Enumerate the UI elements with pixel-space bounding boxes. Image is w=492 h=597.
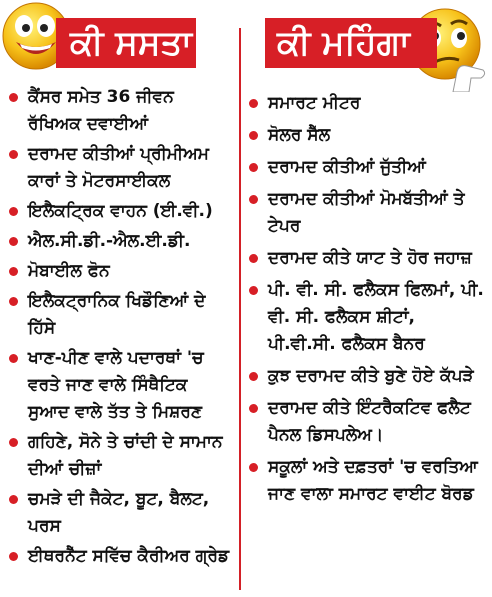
costlier-list bbox=[246, 90, 484, 513]
list-item bbox=[246, 277, 484, 358]
costlier-header: ਕੀ ਮਹਿੰਗਾ bbox=[265, 18, 437, 68]
bullet-icon bbox=[9, 207, 18, 216]
column-divider bbox=[239, 28, 241, 590]
bullet-icon bbox=[249, 404, 258, 413]
list-item-text: ਦਰਾਮਦ ਕੀਤੇ ਯਾਟ ਤੇ ਹੋਰ ਜਹਾਜ਼ bbox=[268, 248, 472, 268]
bullet-icon bbox=[9, 267, 18, 276]
list-item bbox=[6, 141, 232, 195]
list-item-text: ਦਰਾਮਦ ਕੀਤੀਆਂ ਮੋਮਬੱਤੀਆਂ ਤੇ ਟੇਪਰ bbox=[268, 189, 465, 236]
list-item-text: ਸੋਲਰ ਸੈੱਲ bbox=[268, 125, 331, 145]
list-item-text: ਮੋਬਾਈਲ ਫੋਨ bbox=[28, 261, 110, 281]
list-item bbox=[246, 154, 484, 181]
list-item bbox=[246, 186, 484, 240]
list-item bbox=[6, 486, 232, 540]
list-item-text: ਖਾਣ-ਪੀਣ ਵਾਲੇ ਪਦਾਰਥਾਂ 'ਚ ਵਰਤੇ ਜਾਣ ਵਾਲੇ ਸਿੰਥੈਟਿਕ ਸੁਆਦ ਵਾਲੇ ਤੱਤ ਤੇ ਮਿਸ਼ਰਣ bbox=[28, 348, 204, 422]
list-item bbox=[246, 363, 484, 390]
list-item bbox=[246, 454, 484, 508]
list-item-text: ਇਲੈਕਟ੍ਰਿਕ ਵਾਹਨ (ਈ.ਵੀ.) bbox=[28, 201, 213, 221]
list-item-text: ਦਰਾਮਦ ਕੀਤੀਆਂ ਜੁੱਤੀਆਂ bbox=[268, 157, 426, 177]
list-item bbox=[246, 122, 484, 149]
bullet-icon bbox=[249, 163, 258, 172]
bullet-icon bbox=[249, 372, 258, 381]
list-item bbox=[6, 288, 232, 342]
cheaper-header: ਕੀ ਸਸਤਾ bbox=[56, 18, 196, 68]
list-item-text: ਕੈਂਸਰ ਸਮੇਤ 36 ਜੀਵਨ ਰੱਖਿਅਕ ਦਵਾਈਆਂ bbox=[28, 87, 174, 134]
list-item-text: ਗਹਿਣੇ, ਸੋਨੇ ਤੇ ਚਾਂਦੀ ਦੇ ਸਾਮਾਨ ਦੀਆਂ ਚੀਜ਼ਾਂ bbox=[28, 432, 223, 479]
list-item bbox=[6, 429, 232, 483]
list-item-text: ਦਰਾਮਦ ਕੀਤੇ ਇੰਟਰੈਕਟਿਵ ਫਲੈਟ ਪੈਨਲ ਡਿਸਪਲੇਅ। bbox=[268, 398, 471, 445]
bullet-icon bbox=[9, 354, 18, 363]
bullet-icon bbox=[9, 552, 18, 561]
list-item bbox=[6, 198, 232, 225]
bullet-icon bbox=[9, 237, 18, 246]
list-item bbox=[6, 258, 232, 285]
list-item-text: ਐਲ.ਸੀ.ਡੀ.-ਐਲ.ਈ.ਡੀ. bbox=[28, 231, 191, 251]
list-item bbox=[6, 228, 232, 255]
bullet-icon bbox=[9, 150, 18, 159]
bullet-icon bbox=[249, 254, 258, 263]
list-item bbox=[246, 90, 484, 117]
list-item-text: ਈਥਰਨੈੱਟ ਸਵਿੱਚ ਕੈਰੀਅਰ ਗ੍ਰੇਡ bbox=[28, 546, 230, 566]
list-item bbox=[246, 395, 484, 449]
bullet-icon bbox=[249, 286, 258, 295]
bullet-icon bbox=[9, 297, 18, 306]
bullet-icon bbox=[9, 438, 18, 447]
bullet-icon bbox=[9, 93, 18, 102]
bullet-icon bbox=[249, 131, 258, 140]
list-item-text: ਸਮਾਰਟ ਮੀਟਰ bbox=[268, 93, 361, 113]
list-item bbox=[246, 245, 484, 272]
list-item-text: ਪੀ. ਵੀ. ਸੀ. ਫਲੈਕਸ ਫਿਲਮਾਂ, ਪੀ. ਵੀ. ਸੀ. ਫਲੈਕਸ ਸ਼ੀਟਾਂ, ਪੀ.ਵੀ.ਸੀ. ਫਲੈਕਸ ਬੈਨਰ bbox=[268, 280, 484, 354]
bullet-icon bbox=[9, 495, 18, 504]
list-item-text: ਕੁਝ ਦਰਾਮਦ ਕੀਤੇ ਬੁਣੇ ਹੋਏ ਕੱਪੜੇ bbox=[268, 366, 474, 386]
list-item-text: ਦਰਾਮਦ ਕੀਤੀਆਂ ਪ੍ਰੀਮੀਅਮ ਕਾਰਾਂ ਤੇ ਮੋਟਰਸਾਈਕਲ bbox=[28, 144, 209, 191]
list-item bbox=[6, 84, 232, 138]
list-item bbox=[6, 543, 232, 570]
bullet-icon bbox=[249, 463, 258, 472]
bullet-icon bbox=[249, 195, 258, 204]
list-item-text: ਚਮੜੇ ਦੀ ਜੈਕੇਟ, ਬੂਟ, ਬੈਲਟ, ਪਰਸ bbox=[28, 489, 210, 536]
list-item-text: ਇਲੈਕਟ੍ਰਾਨਿਕ ਖਿਡੌਣਿਆਂ ਦੇ ਹਿੱਸੇ bbox=[28, 291, 206, 338]
list-item bbox=[6, 345, 232, 426]
bullet-icon bbox=[249, 99, 258, 108]
list-item-text: ਸਕੂਲਾਂ ਅਤੇ ਦਫ਼ਤਰਾਂ 'ਚ ਵਰਤਿਆ ਜਾਣ ਵਾਲਾ ਸਮਾਰਟ ਵਾਈਟ ਬੋਰਡ bbox=[268, 457, 478, 504]
cheaper-list bbox=[6, 84, 232, 573]
